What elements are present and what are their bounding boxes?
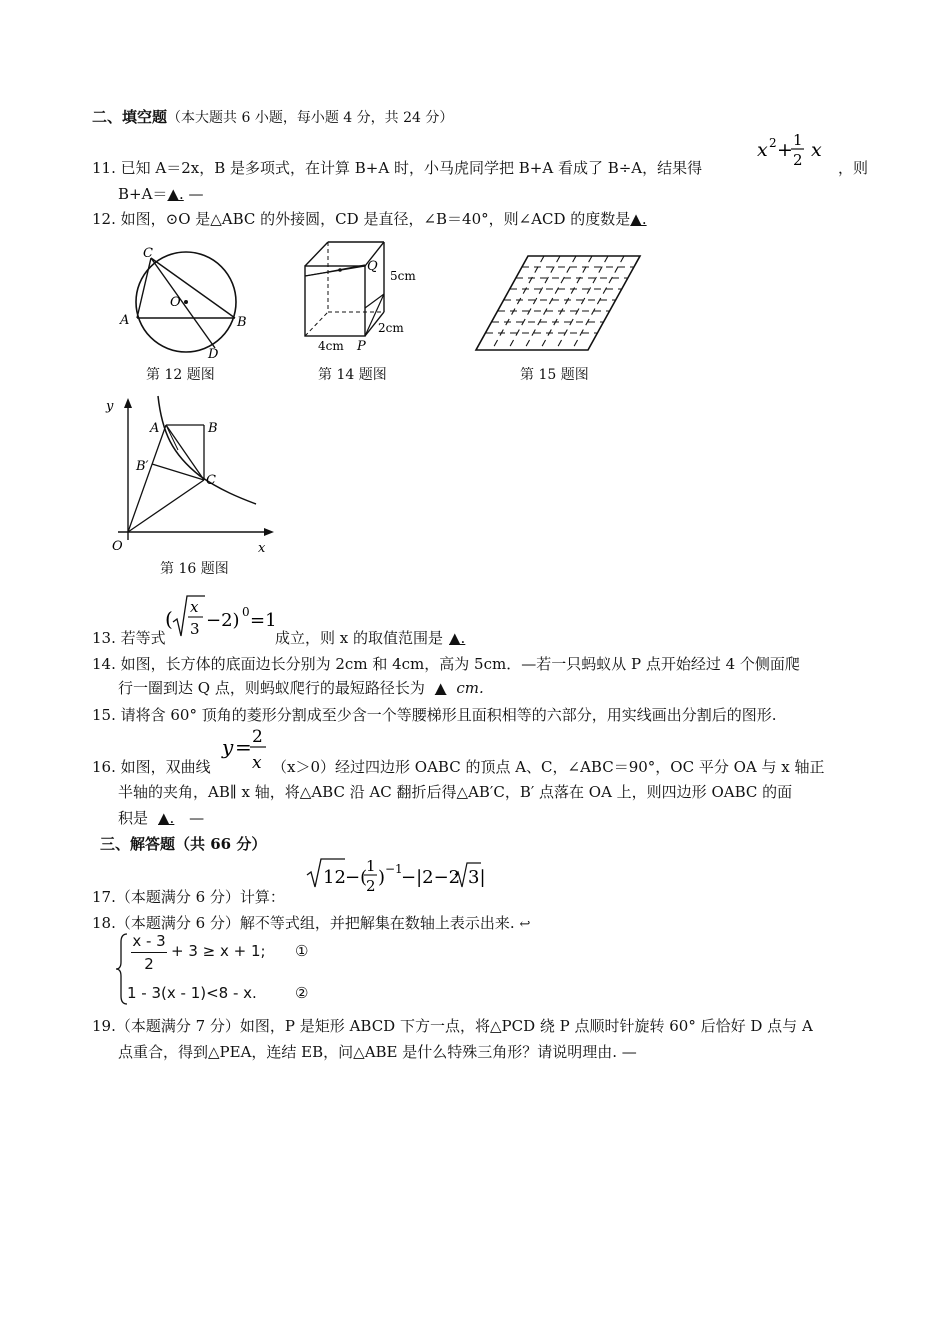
svg-text:−2): −2) — [206, 610, 240, 631]
fig12-label-d: D — [208, 347, 219, 362]
q19-line2: 点重合，得到△PEA，连结 EB，问△ABE 是什么特殊三角形？请说明理由. — — [118, 1043, 637, 1061]
ineq1-denominator: 2 — [144, 955, 154, 973]
q16-answer-blank: ▲. — [158, 809, 175, 827]
q16-line1b: （x＞0）经过四边形 OABC 的顶点 A、C，∠ABC＝90°，OC 平分 OA 与 x 轴正 — [272, 758, 825, 776]
fig12-label-o: O — [170, 295, 181, 310]
svg-text:−1: −1 — [385, 862, 403, 876]
fig16-label-o: O — [112, 539, 123, 554]
q17-expression — [305, 853, 490, 899]
fig14-label-height: 5cm — [390, 269, 416, 283]
svg-text:x: x — [252, 753, 262, 773]
q14-answer-blank: ▲ — [434, 679, 447, 697]
svg-text:=: = — [235, 735, 252, 759]
q18-line: 18.（本题满分 6 分）解不等式组，并把解集在数轴上表示出来. ↩ — [92, 914, 531, 932]
q19-line1: 19.（本题满分 7 分）如图，P 是矩形 ABCD 下方一点，将△PCD 绕 P 点顺时针旋转 60° 后恰好 D 点与 A — [92, 1017, 813, 1035]
svg-text:x: x — [811, 139, 822, 161]
svg-text:2: 2 — [366, 877, 376, 895]
ineq1-numerator: x - 3 — [132, 932, 166, 950]
svg-text:x: x — [757, 139, 768, 161]
q11-line2: B+A＝▲. — — [118, 185, 204, 203]
fig16-hyperbola-diagram — [100, 392, 280, 562]
section-2-heading — [92, 107, 453, 128]
fig16-label-c: C — [206, 473, 216, 488]
fig14-label-width: 4cm — [318, 339, 344, 353]
q14-line2: 行一圈到达 Q 点，则蚂蚁爬行的最短路径长为 ▲ cm. — [118, 679, 484, 697]
q11-line1 — [92, 158, 702, 178]
q16-function — [220, 724, 272, 778]
svg-text:+: + — [777, 139, 793, 161]
svg-text:=1: =1 — [250, 610, 277, 631]
fig16-label-b: B — [208, 421, 218, 436]
q13-expression — [165, 592, 277, 646]
svg-text:0: 0 — [242, 605, 250, 619]
q13-answer-blank: ▲. — [449, 629, 466, 647]
svg-text:x: x — [190, 598, 199, 616]
q12-line — [92, 209, 647, 229]
svg-text:3: 3 — [190, 620, 200, 638]
q11-text: 11. 已知 A＝2x，B 是多项式，在计算 B+A 时，小马虎同学把 B+A 看成了 B÷A，结果得 — [92, 159, 703, 177]
fig14-box-diagram — [300, 236, 420, 356]
fig12-label-a: A — [120, 313, 130, 328]
svg-text:1: 1 — [793, 131, 803, 149]
q18-inequality-system — [115, 932, 335, 1006]
ineq1-rest: + 3 ≥ x + 1; — [171, 942, 266, 960]
fig12-label-c: C — [143, 246, 153, 261]
fig16-label-b-prime: B′ — [136, 459, 149, 474]
svg-text:12: 12 — [323, 867, 346, 888]
q14-line1: 14. 如图，长方体的底面边长分别为 2cm 和 4cm，高为 5cm．—若一只蚂蚁从 P 点开始经过 4 个侧面爬 — [92, 655, 800, 673]
svg-text:2: 2 — [769, 136, 777, 150]
svg-text:2: 2 — [252, 727, 263, 747]
fig16-label-y: y — [106, 399, 114, 414]
q13-prefix: 13. 若等式 — [92, 629, 166, 647]
svg-text:−(: −( — [345, 867, 368, 888]
q13-suffix-line: 成立，则 x 的取值范围是 ▲. — [275, 628, 471, 648]
ineq2-marker: ② — [295, 984, 309, 1002]
svg-text:1: 1 — [366, 857, 376, 875]
section-2-note: （本大题共 6 小题，每小题 4 分，共 24 分） — [167, 110, 454, 126]
q12-text: 12. 如图，⊙O 是△ABC 的外接圆，CD 是直径，∠B＝40°，则∠ACD 的度数是 — [92, 210, 631, 228]
svg-text:y: y — [222, 735, 234, 759]
fig12-label-b: B — [237, 315, 247, 330]
fig16-caption: 第 16 题图 — [160, 561, 229, 577]
fig14-label-p: P — [357, 339, 366, 354]
fig15-caption: 第 15 题图 — [520, 367, 589, 383]
q11-result-expression — [755, 130, 835, 177]
svg-text:3|: 3| — [468, 867, 486, 888]
fig12-caption: 第 12 题图 — [146, 367, 215, 383]
q16-line3: 积是 ▲. — — [118, 809, 205, 827]
svg-text:(: ( — [165, 607, 173, 631]
hand-pointer-icon: ↩ — [519, 917, 531, 932]
ineq2: 1 - 3(x - 1)<8 - x. — [127, 984, 257, 1002]
q16-line2: 半轴的夹角，AB∥ x 轴，将△ABC 沿 AC 翻折后得△AB′C，B′ 点落在 OA 上，则四边形 OABC 的面 — [118, 783, 793, 801]
q12-answer-blank: ▲. — [630, 210, 647, 228]
svg-text:2: 2 — [793, 151, 803, 169]
q15-line: 15. 请将含 60° 顶角的菱形分割成至少含一个等腰梯形且面积相等的六部分，用实线画出分割后的图形. — [92, 706, 777, 724]
fig15-rhombus-grid — [474, 254, 644, 354]
svg-text:): ) — [378, 867, 386, 888]
fig14-label-q: Q — [367, 259, 378, 274]
q16-line1a: 16. 如图，双曲线 — [92, 758, 211, 776]
fig16-label-a: A — [150, 421, 160, 436]
q11-tail: ，则 — [838, 159, 869, 177]
fig16-label-x: x — [258, 541, 266, 556]
fig14-label-depth: 2cm — [378, 321, 404, 335]
q17-line: 17.（本题满分 6 分）计算： — [92, 888, 285, 906]
ineq1-marker: ① — [295, 942, 309, 960]
section-3-heading: 三、解答题（共 66 分） — [100, 835, 267, 853]
fig14-caption: 第 14 题图 — [318, 367, 387, 383]
q11-answer-blank: ▲. — [167, 185, 184, 203]
svg-text:−|2−2: −|2−2 — [401, 867, 461, 888]
section-2-title: 二、填空题 — [92, 108, 168, 126]
fig12-circle-diagram — [115, 244, 255, 364]
